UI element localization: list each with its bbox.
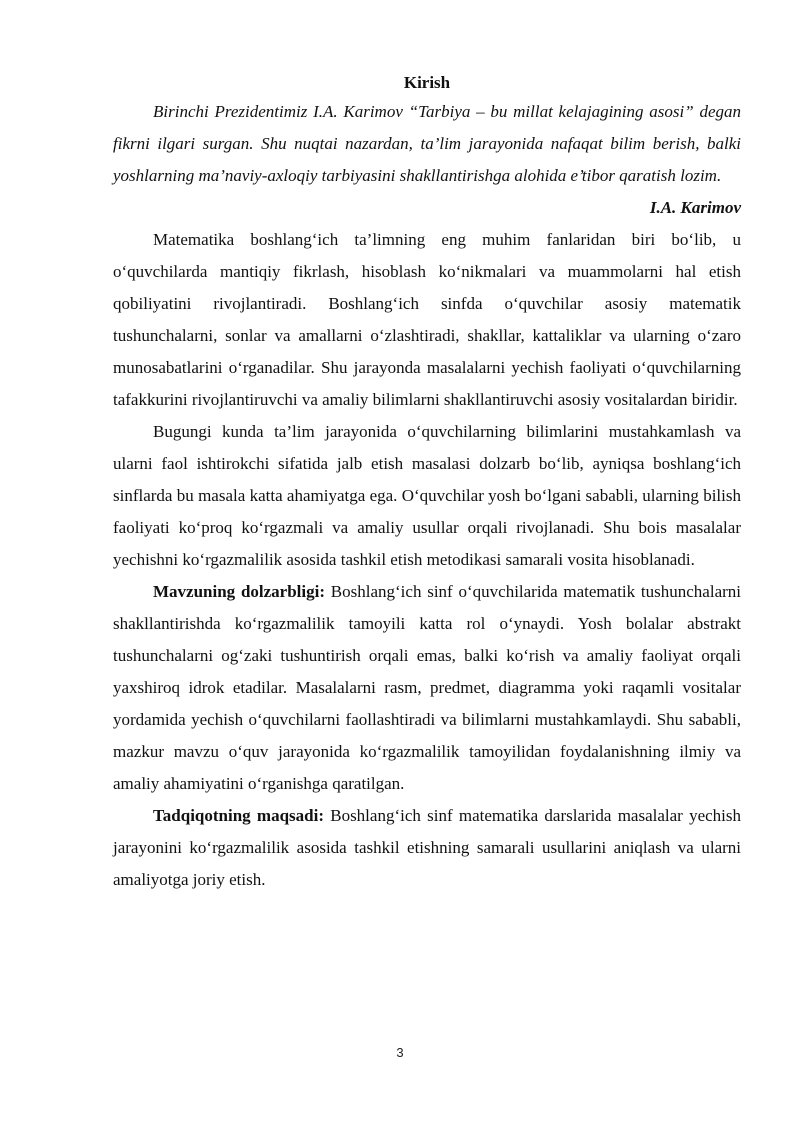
paragraph-goal xyxy=(113,800,741,896)
section-lead-heading: Mavzuning dolzarbligi: xyxy=(153,582,326,601)
paragraph-text: Boshlang‘ich sinf matematika darslarida masalalar yechish jarayonini ko‘rgazmalilik asosida tashkil etishning samarali usullarini aniqlash va ularni amaliyotga joriy etish. xyxy=(113,806,741,889)
document-page xyxy=(113,70,741,896)
paragraph-intro xyxy=(113,224,741,416)
section-lead-heading: Tadqiqotning maqsadi: xyxy=(153,806,324,825)
paragraph-text: Boshlang‘ich sinf o‘quvchilarida matematik tushunchalarni shakllantirishda ko‘rgazmalilik tamoyili katta rol o‘ynaydi. Yosh bolalar abstrakt tushunchalarni og‘zaki tushuntirish orqali emas, balki ko‘rish va amaliy faoliyat orqali yaxshiroq idrok etadilar. Masalalarni rasm, predmet, diagramma yoki raqamli vositalar yordamida yechish o‘quvchilarni faollashtiradi va bilimlarni mustahkamlaydi. Shu sababli, mazkur mavzu o‘quv jarayonida ko‘rgazmalilik tamoyilidan foydalanishning ilmiy va amaliy ahamiyatini o‘rganishga qaratilgan. xyxy=(113,582,741,793)
paragraph-today xyxy=(113,416,741,576)
page-title: Kirish xyxy=(403,73,451,92)
paragraph-relevance xyxy=(113,576,741,800)
paragraph-text: Bugungi kunda ta’lim jarayonida o‘quvchilarning bilimlarini mustahkamlash va ularni faol ishtirokchi sifatida jalb etish masalasi dolzarb bo‘lib, ayniqsa boshlang‘ich sinflarda bu masala katta ahamiyatga ega. O‘quvchilar yosh bo‘lgani sababli, ularning bilish faoliyati ko‘proq ko‘rgazmali va amaliy usullar orqali rivojlanadi. Shu bois masalalar yechishni ko‘rgazmalilik asosida tashkil etish metodikasi samarali vosita hisoblanadi. xyxy=(113,422,741,569)
paragraph-text: Matematika boshlang‘ich ta’limning eng muhim fanlaridan biri bo‘lib, u o‘quvchilarda mantiqiy fikrlash, hisoblash ko‘nikmalari va muammolarni hal etish qobiliyatini rivojlantiradi. Boshlang‘ich sinfda o‘quvchilar asosiy matematik tushunchalarni, sonlar va amallarni o‘zlashtiradi, shakllar, kattaliklar va ularning o‘zaro munosabatlarini o‘rganadilar. Shu jarayonda masalalarni yechish faoliyati o‘quvchilarning tafakkurini rivojlantiruvchi va amaliy bilimlarni shakllantiruvchi asosiy vositalardan biridir. xyxy=(113,230,741,409)
epigraph-quote: Birinchi Prezidentimiz I.A. Karimov “Tarbiya – bu millat kelajagining asosi” degan fikrni ilgari surgan. Shu nuqtai nazardan, ta’lim jarayonida nafaqat bilim berish, balki yoshlarning ma’naviy-axloqiy tarbiyasini shakllantirishga alohida e’tibor qaratish lozim. xyxy=(113,102,741,185)
epigraph-author: I.A. Karimov xyxy=(649,198,741,217)
page-number: 3 xyxy=(396,1045,404,1060)
